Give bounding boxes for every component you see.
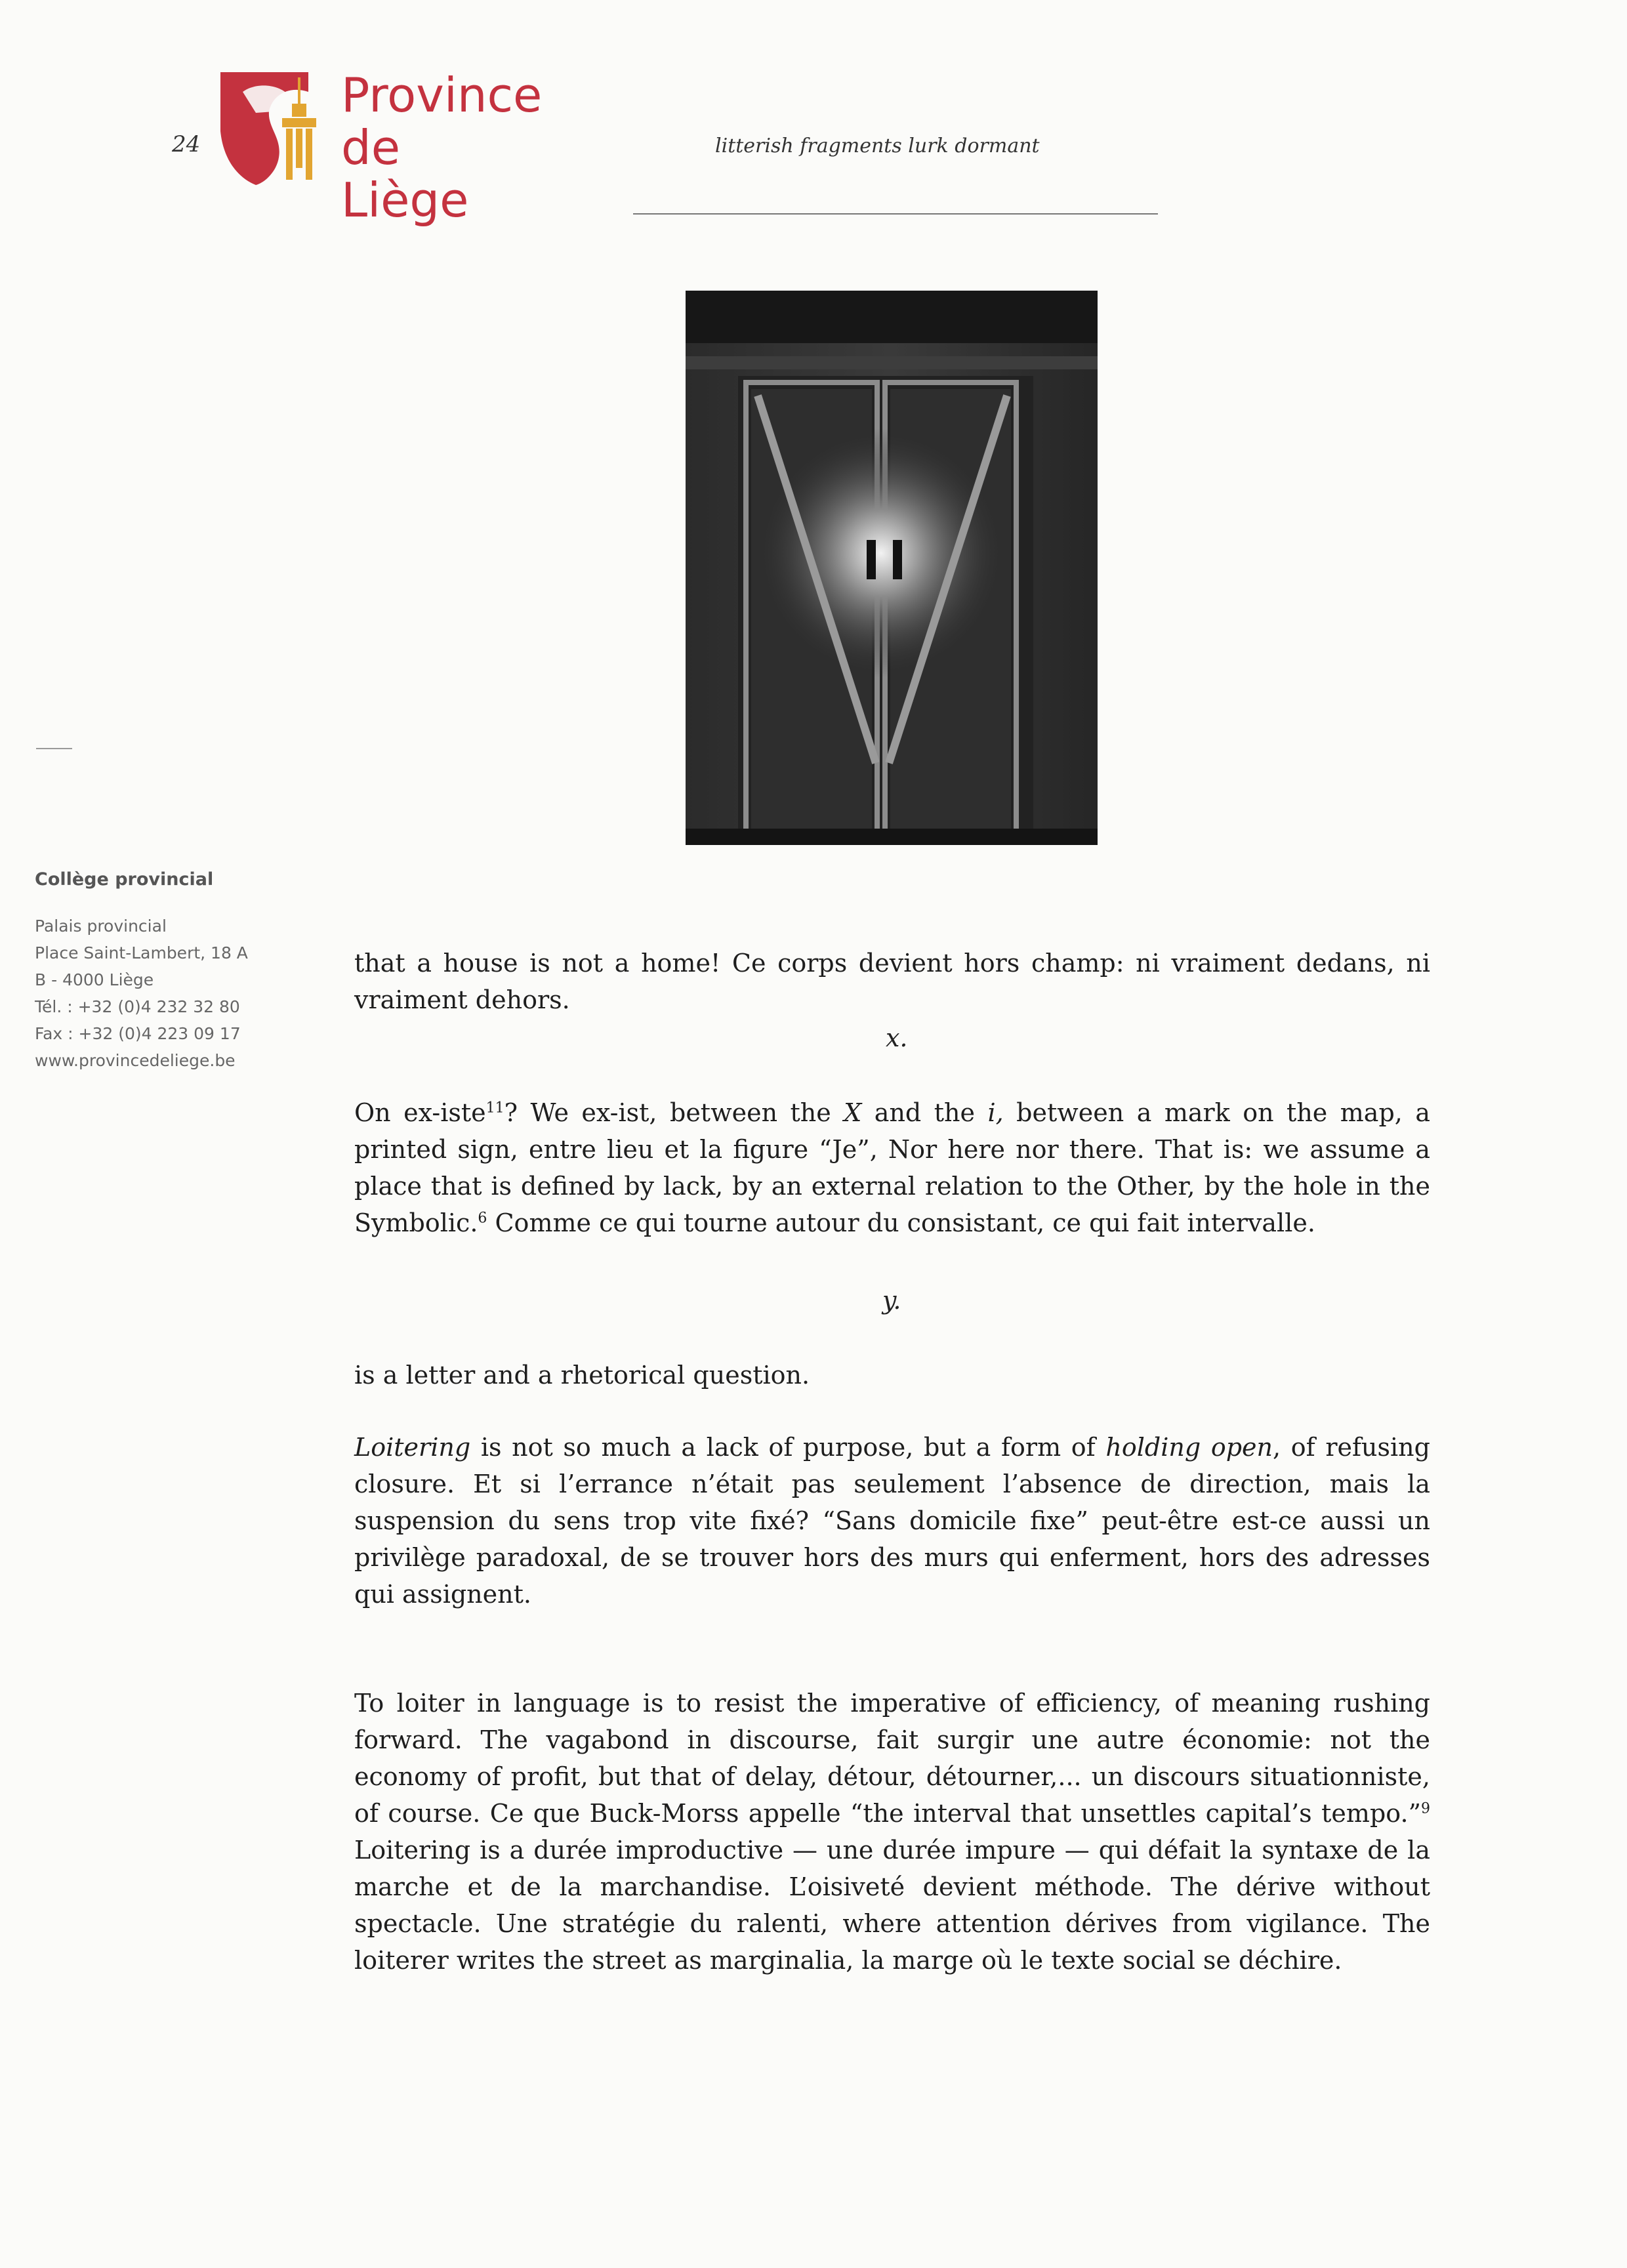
sidebar-line: Tél. : +32 (0)4 232 32 80 (35, 997, 240, 1016)
address-sidebar (35, 866, 310, 1074)
paragraph-5: To loiter in language is to resist the imperative of efficiency, of meaning rushing forward. The vagabond in discourse, fait surgir une autre économie: not the economy of profit, but that of delay, détour, détourner,... un discours situationniste, of course. Ce que Buck-Morss appelle “the interval that unsettles capital’s tempo.”$^9$ Loitering is a durée improductive — une durée impure — qui défait la syntaxe de la marche et de la marchandise. L’oisiveté devient méthode. The dérive without spectacle. Une stratégie du ralenti, where attention dérives from vigilance. The loiterer writes the street as marginalia, la marge où le texte social se déchire. (354, 1689, 1430, 1975)
door-photograph (686, 291, 1098, 845)
page-number: 24 (172, 131, 201, 157)
paragraph-2: On ex-iste$^{11}$? We ex-ist, between the X and the i, between a mark on the map, a printed sign, entre lieu et la figure “Je”, Nor here nor there. That is: we assume a place that is defined by lack, by an external relation to the Other, by the hole in the Symbolic.$^6$ Comme ce qui tourne autour du consistant, ce qui fait intervalle. (354, 1098, 1430, 1237)
side-rule (36, 748, 72, 749)
paragraph-1: that a house is not a home! Ce corps devient hors champ: ni vraiment dedans, ni vraiment dehors. (354, 949, 1430, 1014)
sidebar-line: B - 4000 Liège (35, 970, 154, 989)
sidebar-line: Palais provincial (35, 917, 167, 936)
sidebar-line: Fax : +32 (0)4 223 09 17 (35, 1024, 241, 1043)
section-marker-x: x. (886, 1023, 908, 1052)
province-crest-icon (216, 66, 341, 190)
section-marker-y: y. (882, 1286, 901, 1315)
sidebar-heading: Collège provincial (35, 869, 214, 890)
header-rule (633, 213, 1158, 215)
paragraph-4: Loitering is not so much a lack of purpose, but a form of holding open, of refusing closure. Et si l’errance n’était pas seulement l’absence de direction, mais la suspension du sens trop vite fixé? “Sans domicile fixe” peut-être est-ce aussi un privilège paradoxal, de se trouver hors des murs qui enferment, hors des adresses qui assignent. (354, 1433, 1430, 1609)
sidebar-line: www.provincedeliege.be (35, 1051, 236, 1070)
logo-line-2: de Liège (341, 120, 469, 228)
running-title: litterish fragments lurk dormant (715, 134, 1040, 157)
province-de-liege-logo (216, 66, 543, 228)
sidebar-line: Place Saint-Lambert, 18 A (35, 943, 248, 962)
paragraph-3: is a letter and a rhetorical question. (354, 1361, 810, 1390)
logo-line-1: Province (341, 68, 543, 123)
